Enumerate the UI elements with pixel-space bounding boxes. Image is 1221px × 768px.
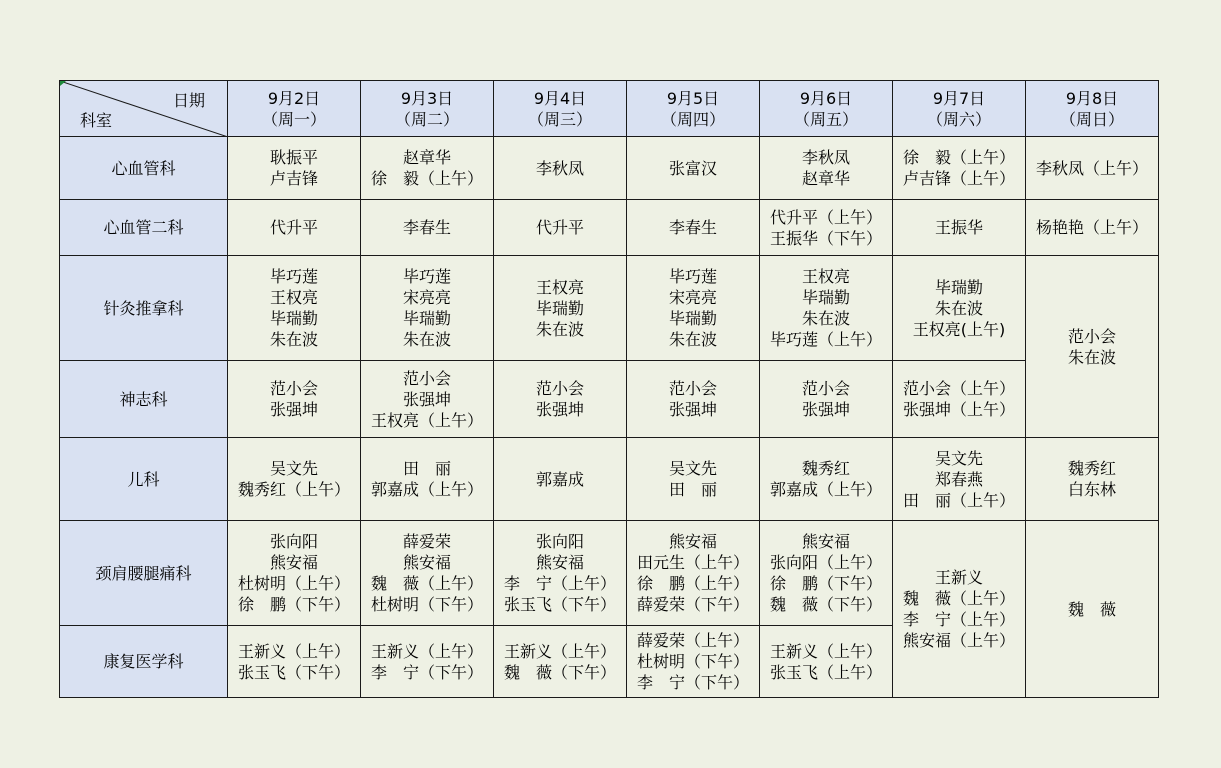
staff-entry: 吴文先 bbox=[668, 459, 717, 478]
staff-entry: 朱在波 bbox=[402, 330, 451, 349]
schedule-cell bbox=[627, 137, 760, 200]
staff-entry: 张强坤 bbox=[668, 400, 717, 419]
staff-entry: 李秋凤（上午） bbox=[1035, 158, 1148, 178]
staff-entry: 王振华 bbox=[934, 218, 983, 237]
weekday-label: （周六） bbox=[926, 109, 991, 129]
staff-entry: 张富汉 bbox=[668, 158, 717, 178]
schedule-cell bbox=[228, 200, 361, 256]
staff-entry: 魏 薇 bbox=[1067, 599, 1116, 619]
staff-entry: 张强坤（上午） bbox=[902, 400, 1015, 419]
staff-entry: 薛爱荣（下午） bbox=[636, 595, 749, 614]
staff-entry: 李秋凤 bbox=[801, 148, 850, 167]
schedule-cell bbox=[494, 521, 627, 626]
staff-entry: 田 丽（上午） bbox=[902, 490, 1015, 510]
weekday-label: （周二） bbox=[394, 109, 459, 129]
staff-entry: 王振华（下午） bbox=[769, 228, 882, 248]
schedule-cell bbox=[893, 361, 1026, 438]
staff-entry: 王权亮 bbox=[535, 277, 584, 297]
staff-entry: 朱在波 bbox=[535, 319, 584, 339]
schedule-cell bbox=[760, 137, 893, 200]
schedule-cell bbox=[228, 521, 361, 626]
schedule-cell bbox=[760, 521, 893, 626]
staff-entry: 王新义（上午） bbox=[769, 641, 882, 661]
schedule-cell bbox=[361, 438, 494, 521]
staff-entry: 王权亮 bbox=[269, 288, 318, 307]
staff-entry: 范小会 bbox=[402, 368, 451, 388]
schedule-cell bbox=[228, 626, 361, 698]
table-row bbox=[60, 256, 1159, 361]
schedule-cell bbox=[760, 361, 893, 438]
schedule-cell bbox=[760, 256, 893, 361]
schedule-cell bbox=[893, 137, 1026, 200]
date-header bbox=[760, 81, 893, 137]
schedule-cell bbox=[228, 361, 361, 438]
schedule-cell bbox=[361, 137, 494, 200]
weekday-label: （周五） bbox=[793, 109, 858, 129]
date-header bbox=[1026, 81, 1159, 137]
staff-entry: 熊安福 bbox=[269, 553, 318, 572]
table-row bbox=[60, 438, 1159, 521]
staff-entry: 张向阳 bbox=[269, 532, 318, 551]
date-header bbox=[228, 81, 361, 137]
staff-entry: 徐 毅（上午） bbox=[370, 169, 483, 188]
schedule-cell bbox=[494, 361, 627, 438]
staff-entry: 张向阳 bbox=[535, 532, 584, 551]
schedule-cell bbox=[494, 137, 627, 200]
schedule-cell bbox=[627, 626, 760, 698]
staff-entry: 吴文先 bbox=[934, 448, 983, 468]
schedule-cell bbox=[361, 361, 494, 438]
schedule-cell bbox=[494, 438, 627, 521]
staff-entry: 范小会 bbox=[269, 379, 318, 398]
schedule-cell bbox=[1026, 200, 1159, 256]
schedule-cell bbox=[627, 256, 760, 361]
schedule-cell bbox=[627, 521, 760, 626]
staff-entry: 熊安福 bbox=[801, 532, 850, 551]
table-row bbox=[60, 137, 1159, 200]
staff-entry: 代升平 bbox=[269, 218, 318, 237]
staff-entry: 王新义（上午） bbox=[503, 641, 616, 661]
staff-entry: 李秋凤 bbox=[535, 158, 584, 178]
staff-entry: 卢吉锋 bbox=[269, 169, 318, 188]
staff-entry: 吴文先 bbox=[269, 459, 318, 478]
schedule-cell bbox=[893, 200, 1026, 256]
date-header bbox=[361, 81, 494, 137]
staff-entry: 王权亮 bbox=[801, 267, 850, 286]
staff-entry: 薛爱荣（上午） bbox=[636, 631, 749, 650]
schedule-cell bbox=[361, 200, 494, 256]
staff-entry: 田 丽 bbox=[668, 480, 717, 499]
staff-entry: 魏 薇（下午） bbox=[769, 595, 882, 614]
staff-entry: 宋亮亮 bbox=[668, 288, 717, 307]
weekday-label: （周一） bbox=[261, 109, 326, 129]
staff-entry: 李 宁（下午） bbox=[636, 673, 749, 692]
staff-entry: 田 丽 bbox=[402, 459, 451, 478]
schedule-cell bbox=[361, 626, 494, 698]
staff-entry: 薛爱荣 bbox=[402, 532, 451, 551]
staff-entry: 朱在波 bbox=[934, 298, 983, 318]
department-label: 针灸推拿科 bbox=[60, 256, 228, 361]
corner-date-label: 日期 bbox=[172, 91, 205, 110]
staff-entry: 白东林 bbox=[1067, 480, 1116, 499]
schedule-cell bbox=[494, 200, 627, 256]
staff-entry: 毕巧莲（上午） bbox=[769, 330, 882, 349]
department-label: 神志科 bbox=[60, 361, 228, 438]
department-label: 心血管科 bbox=[60, 137, 228, 200]
schedule-cell bbox=[893, 256, 1026, 361]
staff-entry: 张强坤 bbox=[269, 400, 318, 419]
schedule-cell bbox=[228, 438, 361, 521]
schedule-cell bbox=[760, 626, 893, 698]
staff-entry: 杜树明（下午） bbox=[636, 652, 749, 671]
corner-dept-label: 科室 bbox=[80, 111, 113, 130]
weekday-label: （周日） bbox=[1059, 109, 1124, 129]
date-label: 9月4日 bbox=[533, 88, 587, 108]
staff-entry: 郭嘉成 bbox=[535, 469, 584, 489]
staff-entry: 范小会 bbox=[535, 379, 584, 398]
date-label: 9月7日 bbox=[932, 88, 986, 108]
schedule-cell bbox=[361, 521, 494, 626]
staff-entry: 杜树明（下午） bbox=[370, 595, 483, 614]
table-row bbox=[60, 200, 1159, 256]
header-row bbox=[60, 81, 1159, 137]
department-label: 心血管二科 bbox=[60, 200, 228, 256]
staff-entry: 熊安福 bbox=[535, 553, 584, 572]
schedule-cell bbox=[1026, 137, 1159, 200]
staff-entry: 毕瑞勤 bbox=[402, 309, 451, 328]
staff-entry: 毕瑞勤 bbox=[934, 277, 983, 297]
staff-entry: 张玉飞（下午） bbox=[237, 662, 350, 682]
staff-entry: 朱在波 bbox=[1067, 347, 1116, 367]
staff-entry: 杨艳艳（上午） bbox=[1035, 218, 1148, 237]
department-label: 康复医学科 bbox=[60, 626, 228, 698]
staff-entry: 魏秀红 bbox=[1067, 459, 1116, 478]
schedule-cell bbox=[760, 438, 893, 521]
schedule-cell-merged bbox=[1026, 521, 1159, 698]
schedule-cell bbox=[627, 361, 760, 438]
staff-entry: 郭嘉成（上午） bbox=[769, 480, 882, 499]
staff-entry: 李 宁（上午） bbox=[503, 574, 616, 593]
staff-entry: 朱在波 bbox=[801, 309, 850, 328]
duty-schedule-table bbox=[59, 80, 1159, 698]
weekday-label: （周三） bbox=[527, 109, 592, 129]
staff-entry: 熊安福 bbox=[668, 532, 717, 551]
schedule-cell-merged bbox=[1026, 256, 1159, 438]
staff-entry: 李 宁（下午） bbox=[370, 662, 483, 682]
staff-entry: 杜树明（上午） bbox=[237, 574, 350, 593]
staff-entry: 赵章华 bbox=[801, 169, 850, 188]
staff-entry: 朱在波 bbox=[269, 330, 318, 349]
schedule-cell bbox=[627, 200, 760, 256]
schedule-cell-merged bbox=[893, 521, 1026, 698]
staff-entry: 熊安福 bbox=[402, 553, 451, 572]
staff-entry: 王权亮（上午） bbox=[370, 410, 483, 430]
schedule-cell bbox=[494, 626, 627, 698]
schedule-cell bbox=[893, 438, 1026, 521]
date-label: 9月8日 bbox=[1065, 88, 1119, 108]
schedule-cell bbox=[494, 256, 627, 361]
staff-entry: 熊安福（上午） bbox=[902, 631, 1015, 650]
staff-entry: 张强坤 bbox=[535, 400, 584, 419]
staff-entry: 王权亮(上午) bbox=[912, 319, 1006, 339]
schedule-cell bbox=[228, 137, 361, 200]
staff-entry: 张强坤 bbox=[402, 389, 451, 409]
staff-entry: 范小会（上午） bbox=[902, 379, 1015, 398]
staff-entry: 毕巧莲 bbox=[402, 267, 451, 286]
staff-entry: 魏 薇（上午） bbox=[902, 589, 1015, 608]
staff-entry: 毕巧莲 bbox=[269, 267, 318, 286]
staff-entry: 代升平 bbox=[535, 218, 584, 237]
staff-entry: 赵章华 bbox=[402, 148, 451, 167]
staff-entry: 耿振平 bbox=[269, 148, 318, 167]
schedule-cell bbox=[1026, 438, 1159, 521]
staff-entry: 魏秀红 bbox=[801, 459, 850, 478]
staff-entry: 田元生（上午） bbox=[636, 553, 749, 572]
date-label: 9月2日 bbox=[267, 88, 321, 108]
staff-entry: 王新义（上午） bbox=[237, 641, 350, 661]
staff-entry: 毕巧莲 bbox=[668, 267, 717, 286]
staff-entry: 张玉飞（下午） bbox=[503, 595, 616, 614]
staff-entry: 代升平（上午） bbox=[769, 207, 882, 227]
date-label: 9月3日 bbox=[400, 88, 454, 108]
schedule-cell bbox=[760, 200, 893, 256]
date-header bbox=[494, 81, 627, 137]
staff-entry: 魏 薇（上午） bbox=[370, 574, 483, 593]
department-label: 颈肩腰腿痛科 bbox=[60, 521, 228, 626]
staff-entry: 毕瑞勤 bbox=[668, 309, 717, 328]
date-label: 9月6日 bbox=[799, 88, 853, 108]
staff-entry: 李春生 bbox=[402, 218, 451, 237]
staff-entry: 魏秀红（上午） bbox=[237, 480, 350, 499]
staff-entry: 郭嘉成（上午） bbox=[370, 480, 483, 499]
weekday-label: （周四） bbox=[660, 109, 725, 129]
staff-entry: 徐 毅（上午） bbox=[902, 148, 1015, 167]
table-row bbox=[60, 521, 1159, 626]
staff-entry: 毕瑞勤 bbox=[535, 298, 584, 318]
staff-entry: 徐 鹏（下午） bbox=[769, 574, 882, 593]
staff-entry: 范小会 bbox=[1067, 326, 1116, 346]
schedule-cell bbox=[627, 438, 760, 521]
staff-entry: 郑春燕 bbox=[934, 469, 983, 489]
staff-entry: 宋亮亮 bbox=[402, 288, 451, 307]
staff-entry: 徐 鹏（上午） bbox=[636, 574, 749, 593]
staff-entry: 毕瑞勤 bbox=[269, 309, 318, 328]
staff-entry: 范小会 bbox=[668, 379, 717, 398]
staff-entry: 张向阳（上午） bbox=[769, 553, 882, 572]
table-row bbox=[60, 361, 1159, 438]
staff-entry: 王新义 bbox=[934, 568, 983, 587]
date-header bbox=[893, 81, 1026, 137]
staff-entry: 朱在波 bbox=[668, 330, 717, 349]
staff-entry: 李 宁（上午） bbox=[902, 610, 1015, 629]
schedule-cell bbox=[361, 256, 494, 361]
staff-entry: 张强坤 bbox=[801, 400, 850, 419]
staff-entry: 范小会 bbox=[801, 379, 850, 398]
staff-entry: 魏 薇（下午） bbox=[503, 662, 616, 682]
staff-entry: 张玉飞（上午） bbox=[769, 662, 882, 682]
corner-header-cell bbox=[60, 81, 228, 137]
date-header bbox=[627, 81, 760, 137]
staff-entry: 王新义（上午） bbox=[370, 641, 483, 661]
date-label: 9月5日 bbox=[666, 88, 720, 108]
schedule-cell bbox=[228, 256, 361, 361]
staff-entry: 徐 鹏（下午） bbox=[237, 595, 350, 614]
staff-entry: 卢吉锋（上午） bbox=[902, 169, 1015, 188]
department-label: 儿科 bbox=[60, 438, 228, 521]
staff-entry: 李春生 bbox=[668, 218, 717, 237]
staff-entry: 毕瑞勤 bbox=[801, 288, 850, 307]
